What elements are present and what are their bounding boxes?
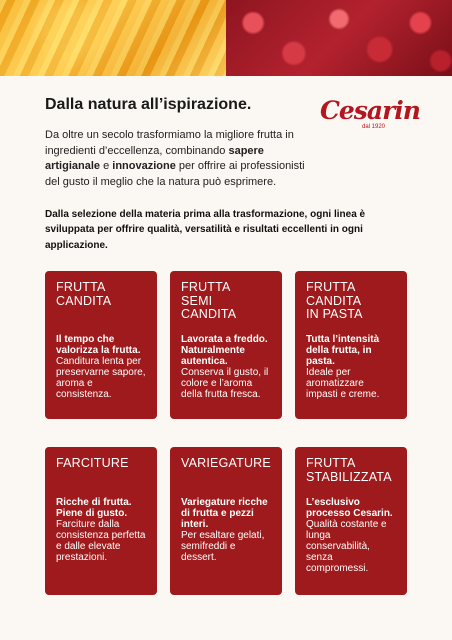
page-title: Dalla natura all’ispirazione. xyxy=(45,96,252,113)
card-frutta-candita-in-pasta xyxy=(295,271,407,419)
card-body xyxy=(56,334,148,400)
logo-since: dal 1920 xyxy=(362,124,386,130)
card-description: Canditura lenta per preservarne sapore, aroma e consistenza. xyxy=(56,356,146,400)
card-body xyxy=(181,334,275,400)
card-highlight: Il tempo che valorizza la frutta. xyxy=(56,334,141,356)
card-title: FARCITURE xyxy=(56,456,129,470)
card-title: FRUTTA CANDITA IN PASTA xyxy=(306,280,363,321)
card-farciture xyxy=(45,447,157,595)
logo-wordmark: Cesarin xyxy=(320,96,420,125)
card-highlight: L’esclusivo processo Cesarin. xyxy=(306,497,393,519)
card-title: FRUTTA SEMI CANDITA xyxy=(181,280,237,321)
candied-citrus-image xyxy=(0,0,226,76)
lead-paragraph: Dalla selezione della materia prima alla trasformazione, ogni linea è sviluppata per offrire qualità, versatilità e risultati eccellenti in ogni applicazione. xyxy=(45,209,366,251)
intro-text: Da oltre un secolo trasformiamo la migliore frutta in ingredienti d’eccellenza, combinando xyxy=(45,129,294,157)
card-highlight: Tutta l’intensità della frutta, in pasta. xyxy=(306,334,380,367)
hero-banner xyxy=(0,0,452,76)
card-frutta-stabilizzata xyxy=(295,447,407,595)
card-body xyxy=(181,497,273,563)
card-variegature xyxy=(170,447,282,595)
card-highlight: Ricche di frutta. Piene di gusto. xyxy=(56,497,132,519)
card-description: Conserva il gusto, il colore e l’aroma della frutta fresca. xyxy=(181,367,269,400)
intro-bold-artigianale: sapere artigianale xyxy=(45,144,264,173)
intro-text: per offrire ai professionisti del gusto il meglio che la natura può esprimere. xyxy=(45,160,305,188)
card-frutta-candita xyxy=(45,271,157,419)
card-body xyxy=(306,334,396,400)
card-highlight: Variegature ricche di frutta e pezzi interi. xyxy=(181,497,268,530)
card-title: FRUTTA STABILIZZATA xyxy=(306,456,392,484)
card-highlight: Lavorata a freddo. Naturalmente autentica. xyxy=(181,334,268,367)
cesarin-logo xyxy=(320,96,420,138)
card-title: VARIEGATURE xyxy=(181,456,271,470)
intro-bold-innovazione: innovazione xyxy=(112,160,176,173)
card-description: Per esaltare gelati, semifreddi e dessert. xyxy=(181,530,265,563)
card-description: Farciture dalla consistenza perfetta e dalle elevate prestazioni. xyxy=(56,519,146,563)
red-fruit-image xyxy=(226,0,452,76)
card-description: Ideale per aromatizzare impasti e creme. xyxy=(306,367,380,400)
card-title: FRUTTA CANDITA xyxy=(56,280,112,308)
intro-text: e xyxy=(100,160,113,173)
card-frutta-semi-candita xyxy=(170,271,282,419)
intro-paragraph xyxy=(45,128,310,190)
card-body xyxy=(306,497,396,574)
card-description: Qualità costante e lunga conservabilità, senza compromessi. xyxy=(306,519,387,574)
card-body xyxy=(56,497,146,563)
